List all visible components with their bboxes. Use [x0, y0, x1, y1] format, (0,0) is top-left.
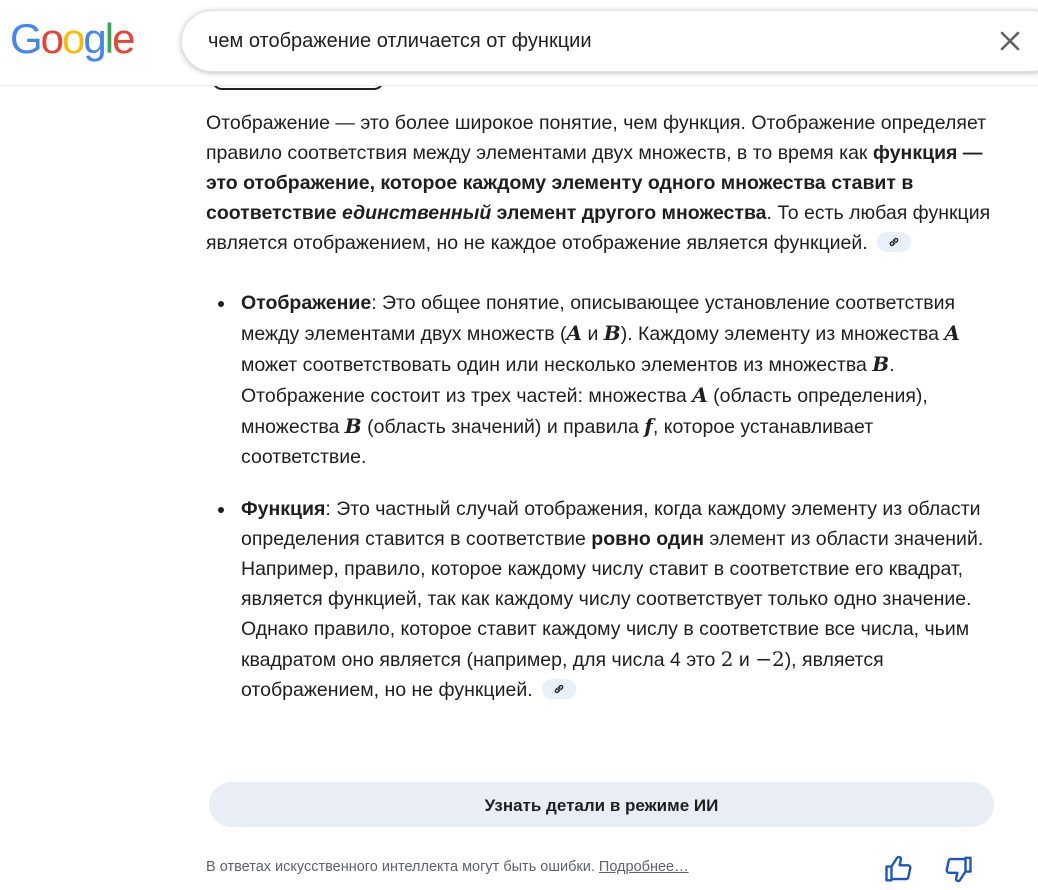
thumbs-down-icon[interactable] [943, 854, 973, 884]
term: Функция [241, 498, 326, 520]
point-text: и [582, 323, 604, 345]
thumbs-up-icon[interactable] [884, 854, 914, 884]
point-text: элемент из области значений. Например, правило, которое каждому числу ставит в соответствие его квадрат, является функцией, так как каждому числу соответствует только одно значение. Однако правило, которое ставит каждому числу в соответствие все числа, чьим квадратом оно является (например, для числа 4 это [241, 528, 984, 671]
intro-bold-text: элемент другого множества [491, 202, 767, 224]
math-symbol: A [944, 321, 960, 345]
logo-letter: o [40, 15, 63, 62]
logo-letter: g [83, 15, 105, 62]
intro-bold-italic: единственный [341, 202, 492, 224]
list-item [241, 494, 996, 705]
disclaimer [206, 859, 689, 875]
math-symbol: B [344, 414, 362, 438]
intro-paragraph [206, 108, 996, 258]
math-symbol: A [692, 383, 708, 407]
answer-list [206, 288, 996, 705]
search-input[interactable] [206, 11, 966, 71]
math-number: −2 [755, 647, 785, 671]
search-box [181, 10, 1038, 72]
math-number: 2 [720, 647, 734, 671]
intro-bold-text: функция — это отображение, которое каждому элементу одного множества ставит в соответствие [206, 142, 983, 224]
logo-letter: G [10, 15, 41, 62]
point-text: может соответствовать один или несколько элементов из множества [241, 354, 873, 376]
ai-mode-button[interactable]: Узнать детали в режиме ИИ [209, 782, 994, 827]
list-item [241, 288, 996, 472]
point-text: (область значений) и правила [361, 416, 645, 438]
ai-answer [206, 108, 996, 727]
point-text: ). Каждому элементу из множества [620, 323, 945, 345]
point-text: и [733, 649, 756, 671]
point-text: : Это частный случай отображения, когда каждому элементу из области определения ставится в соответствие [241, 498, 981, 550]
intro-text: . То есть любая функция является отображением, но не каждое отображение является функцией. [206, 202, 991, 254]
learn-more-link[interactable]: Подробнее… [598, 859, 689, 875]
link-icon[interactable] [542, 679, 576, 699]
math-symbol: A [566, 321, 583, 345]
math-symbol: B [872, 352, 890, 376]
point-text: (область определения), множества [241, 385, 928, 438]
point-text: . Отображение состоит из трех частей: множества [241, 354, 895, 407]
google-logo[interactable] [10, 14, 133, 64]
link-icon[interactable] [877, 232, 911, 252]
point-bold: ровно один [591, 528, 705, 550]
close-icon[interactable] [994, 25, 1026, 57]
math-symbol: f [644, 414, 653, 438]
header [0, 0, 1038, 86]
logo-letter: o [62, 15, 84, 62]
point-text: : Это общее понятие, описывающее установление соответствия между элементами двух множеств ( [241, 292, 956, 345]
math-symbol: B [603, 321, 621, 345]
point-text: , которое устанавливает соответствие. [241, 416, 874, 468]
point-text: ), является отображением, но не функцией. [241, 649, 884, 701]
logo-letter: l [104, 15, 113, 62]
term: Отображение [241, 292, 372, 314]
logo-letter: e [112, 15, 134, 62]
intro-text: Отображение — это более широкое понятие, чем функция. Отображение определяет правило соответствия между элементами двух множеств, в то время как [206, 112, 987, 164]
disclaimer-text: В ответах искусственного интеллекта могут быть ошибки. [206, 859, 595, 875]
